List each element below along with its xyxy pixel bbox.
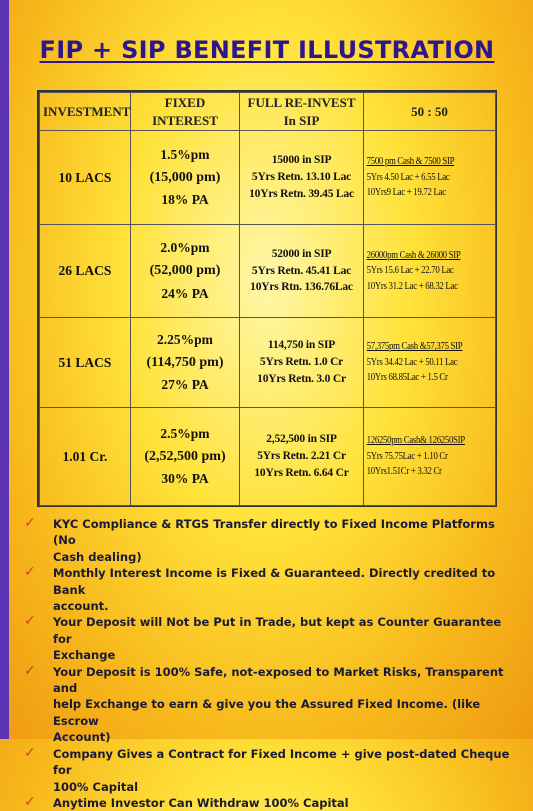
- sip-5yr: 5Yrs Retn. 1.0 Cr: [259, 356, 344, 369]
- fixed-monthly: (114,750 pm): [146, 354, 224, 370]
- fixed-interest-cell: [131, 131, 240, 225]
- sip-10yr: 10Yrs Retn. 39.45 Lac: [249, 187, 354, 200]
- sip-5yr: 5Yrs Retn. 13.10 Lac: [251, 171, 352, 184]
- fixed-monthly: (52,000 pm): [149, 263, 221, 279]
- fixed-annual: 18% PA: [161, 192, 209, 208]
- list-item: [22, 664, 512, 746]
- fixed-rate: 2.5%pm: [160, 425, 210, 441]
- half-5yr: 5Yrs 34.42 Lac + 50.11 Lac: [366, 356, 458, 368]
- sip-amount: 2,52,500 in SIP: [266, 433, 337, 446]
- fixed-annual: 24% PA: [161, 285, 209, 301]
- header-full-reinvest: [240, 93, 364, 131]
- list-item-text: account.: [53, 599, 109, 614]
- half-split: 57,375pm Cash &57,375 SIP: [366, 341, 463, 353]
- header-investment: INVESTMENT: [40, 93, 131, 131]
- list-item-text: Company Gives a Contract for Fixed Income + give post-dated Cheque for: [53, 746, 510, 778]
- left-accent-bar: [0, 0, 9, 739]
- list-item-text: help Exchange to earn & give you the Assured Fixed Income. (like Escrow: [53, 697, 481, 728]
- header-fifty-fifty: 50 : 50: [364, 93, 496, 131]
- list-item: [22, 516, 512, 565]
- sip-amount: 52000 in SIP: [271, 247, 332, 260]
- check-mark-icon: ✓: [24, 793, 36, 810]
- header-fixed-interest: [131, 93, 240, 131]
- header-sip-line1: FULL RE-INVEST: [247, 94, 356, 110]
- fifty-fifty-cell: [364, 131, 496, 225]
- list-item-text: KYC Compliance & RTGS Transfer directly to Fixed Income Platforms (No: [53, 517, 495, 548]
- fifty-fifty-cell: [364, 318, 496, 408]
- list-item-text: Account): [53, 730, 111, 745]
- table-row: [40, 225, 496, 318]
- sip-5yr: 5Yrs Retn. 2.21 Cr: [257, 450, 346, 463]
- investment-amount: 10 LACS: [40, 131, 131, 225]
- check-mark-icon: ✓: [24, 564, 36, 581]
- benefit-table: [37, 90, 497, 507]
- header-fixed-line2: INTEREST: [152, 112, 218, 128]
- check-mark-icon: ✓: [24, 744, 36, 761]
- fifty-fifty-cell: [364, 408, 496, 506]
- half-5yr: 5Yrs 4.50 Lac + 6.55 Lac: [366, 171, 450, 183]
- fixed-interest-cell: [131, 318, 240, 408]
- half-5yr: 5Yrs 75.75Lac + 1.10 Cr: [366, 450, 448, 462]
- list-item-text: Your Deposit is 100% Safe, not-exposed to Market Risks, Transparent and: [53, 664, 504, 696]
- list-item: [22, 565, 512, 614]
- table-row: [40, 318, 496, 408]
- table-row: [40, 408, 496, 506]
- check-mark-icon: ✓: [24, 613, 36, 630]
- list-item-text: Exchange: [53, 648, 116, 663]
- half-10yr: 10Yrs9 Lac + 19.72 Lac: [366, 187, 446, 199]
- page-title: FIP + SIP BENEFIT ILLUSTRATION: [39, 36, 495, 64]
- list-item: [22, 746, 512, 795]
- list-item-text: Cash dealing): [53, 549, 142, 564]
- sip-5yr: 5Yrs Retn. 45.41 Lac: [251, 264, 352, 277]
- table-row: [40, 131, 496, 225]
- fixed-rate: 2.25%pm: [157, 331, 213, 347]
- list-item: [22, 795, 512, 811]
- fixed-rate: 1.5%pm: [160, 146, 210, 162]
- investment-amount: 1.01 Cr.: [40, 408, 131, 506]
- fixed-rate: 2.0%pm: [160, 240, 210, 256]
- fifty-fifty-cell: [364, 225, 496, 318]
- sip-cell: [240, 225, 364, 318]
- half-10yr: 10Yrs1.51Cr + 3.32 Cr: [366, 466, 442, 478]
- half-split: 7500 pm Cash & 7500 SIP: [366, 156, 455, 168]
- sip-cell: [240, 408, 364, 506]
- sip-10yr: 10Yrs Rtn. 136.76Lac: [250, 281, 353, 294]
- list-item-text: 100% Capital: [53, 779, 139, 794]
- sip-cell: [240, 131, 364, 225]
- list-item-text: Your Deposit will Not be Put in Trade, but kept as Counter Guarantee for: [53, 615, 502, 646]
- sip-cell: [240, 318, 364, 408]
- fixed-monthly: (15,000 pm): [149, 169, 221, 185]
- list-item-text: Anytime Investor Can Withdraw 100% Capital: [53, 795, 349, 810]
- fixed-annual: 27% PA: [161, 377, 209, 393]
- half-split: 26000pm Cash & 26000 SIP: [366, 249, 461, 261]
- list-item: [22, 614, 512, 663]
- investment-amount: 26 LACS: [40, 225, 131, 318]
- check-mark-icon: ✓: [24, 662, 36, 679]
- list-item-text: Monthly Interest Income is Fixed & Guaranteed. Directly credited to Bank: [53, 566, 496, 597]
- fixed-interest-cell: [131, 408, 240, 506]
- half-5yr: 5Yrs 15.6 Lac + 22.70 Lac: [366, 265, 454, 277]
- half-split: 126250pm Cash& 126250SIP: [366, 435, 465, 447]
- sip-amount: 114,750 in SIP: [267, 339, 336, 352]
- half-10yr: 10Yrs 68.85Lac + 1.5 Cr: [366, 372, 448, 384]
- fixed-annual: 30% PA: [161, 471, 209, 487]
- fixed-monthly: (2,52,500 pm): [144, 448, 226, 464]
- sip-10yr: 10Yrs Retn. 6.64 Cr: [254, 466, 349, 479]
- sip-10yr: 10Yrs Retn. 3.0 Cr: [257, 372, 346, 385]
- fixed-interest-cell: [131, 225, 240, 318]
- table-header-row: [40, 93, 496, 131]
- sip-amount: 15000 in SIP: [271, 154, 332, 167]
- half-10yr: 10Yrs 31.2 Lac + 68.32 Lac: [366, 280, 458, 292]
- header-sip-line2: In SIP: [283, 112, 320, 128]
- investment-amount: 51 LACS: [40, 318, 131, 408]
- benefit-list: [22, 516, 512, 811]
- check-mark-icon: ✓: [24, 515, 36, 531]
- header-fixed-line1: FIXED: [164, 94, 206, 110]
